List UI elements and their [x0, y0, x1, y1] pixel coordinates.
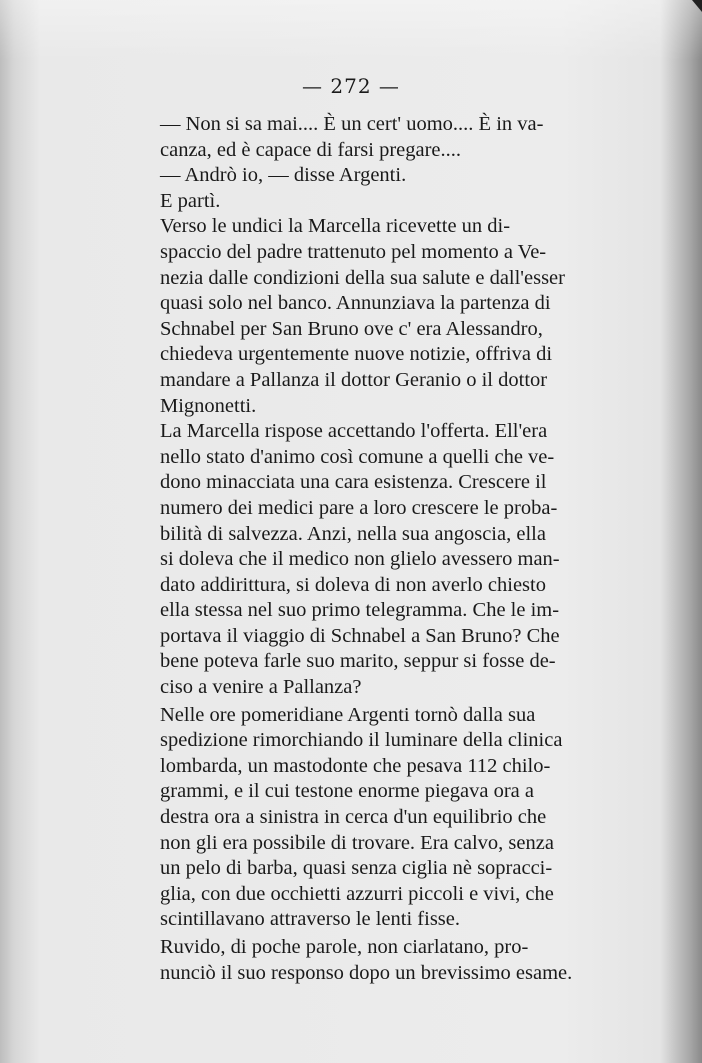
text-line: dono minacciata una cara esistenza. Crescere il [160, 471, 547, 494]
text-line: bilità di salvezza. Anzi, nella sua angoscia, ella [160, 522, 546, 545]
text-line: E partì. [160, 189, 221, 212]
page-edge-mark [692, 0, 702, 12]
text-line: mandare a Pallanza il dottor Geranio o il dottor [160, 368, 548, 391]
page-text [160, 112, 646, 986]
text-line: grammi, e il cui testone enorme piegava ora a [160, 780, 534, 803]
text-line: portava il viaggio di Schnabel a San Bruno? Che [160, 624, 560, 647]
text-line: Ruvido, di poche parole, non ciarlatano, pro- [160, 936, 529, 958]
text-line: lombarda, un mastodonte che pesava 112 chilo- [160, 754, 551, 777]
text-line: — Non si sa mai.... È un cert' uomo.... È in va- [160, 113, 544, 135]
text-line: canza, ed è capace di farsi pregare.... [160, 138, 462, 161]
text-line: spaccio del padre trattenuto pel momento a Ve- [160, 240, 547, 263]
text-line: Nelle ore pomeridiane Argenti tornò dalla sua [160, 703, 536, 726]
text-line: La Marcella rispose accettando l'offerta. Ell'era [160, 420, 548, 443]
text-line: chiedeva urgentemente nuove notizie, offriva di [160, 343, 553, 366]
text-line: si doleva che il medico non glielo avessero man- [160, 548, 560, 571]
text-line: Mignonetti. [160, 394, 257, 417]
text-line: glia, con due occhietti azzurri piccoli e vivi, che [160, 882, 554, 905]
text-line: Verso le undici la Marcella ricevette un di- [160, 215, 511, 238]
text-line: destra ora a sinistra in cerca d'un equilibrio che [160, 806, 547, 829]
text-line: ella stessa nel suo primo telegramma. Che le im- [160, 599, 560, 622]
text-line: quasi solo nel banco. Annunziava la partenza di [160, 292, 551, 315]
text-line: numero dei medici pare a loro crescere le proba- [160, 496, 558, 519]
text-line: ciso a venire a Pallanza? [160, 676, 362, 699]
text-line: nello stato d'animo così comune a quelli che ve- [160, 445, 555, 468]
text-line: nunciò il suo responso dopo un brevissimo esame. [160, 961, 573, 984]
text-line: Schnabel per San Bruno ove c' era Alessandro, [160, 317, 543, 340]
text-line: bene poteva farle suo marito, seppur si fosse de- [160, 650, 556, 673]
text-line: — Andrò io, — disse Argenti. [160, 164, 407, 187]
page-number: — 272 — [302, 74, 400, 98]
text-line: non gli era possibile di trovare. Era calvo, senza [160, 831, 554, 854]
text-line: spedizione rimorchiando il luminare della clinica [160, 729, 563, 752]
text-line: nezia dalle condizioni della sua salute e dall'esser [160, 266, 565, 289]
text-line: un pelo di barba, quasi senza ciglia nè sopracci- [160, 857, 553, 880]
text-line: scintillavano attraverso le lenti fisse. [160, 908, 461, 931]
text-line: dato addirittura, si doleva di non averlo chiesto [160, 573, 546, 596]
